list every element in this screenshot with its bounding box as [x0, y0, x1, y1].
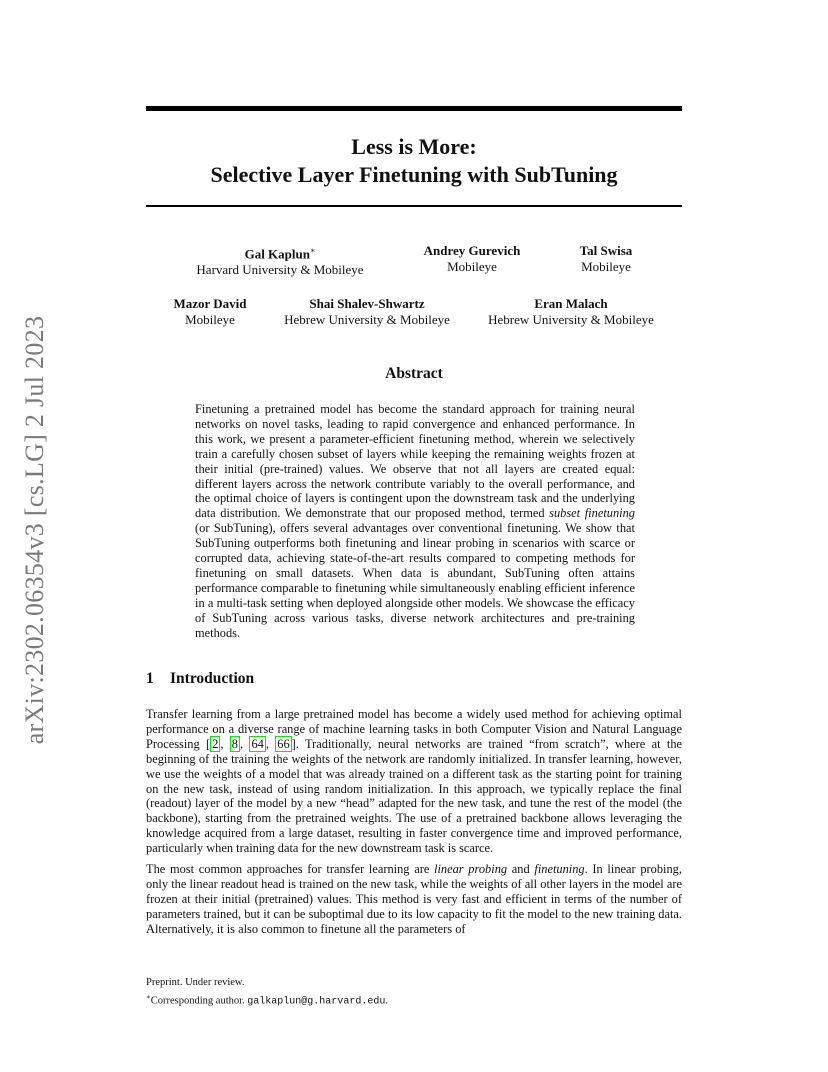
author-name: Andrey Gurevich	[423, 243, 521, 258]
paper-title	[146, 133, 682, 189]
author-affiliation: Hebrew University & Mobileye	[488, 312, 654, 327]
preprint-note: Preprint. Under review.	[146, 977, 245, 988]
paragraph: Transfer learning from a large pretrained model has become a widely used method for achieving optimal performance on a diverse range of machine learning tasks in both Computer Vision and Natural Language Processing [ 2 , 8 , 64 , 66 ]. Traditionally, neural networks are trained “from scratch”, where at the beginning of the training the weights of the network are randomly initialized. In transfer learning, however, we use the weights of a model that was already trained on a different task as the starting point for training on the new task, instead of using random initialization. In this approach, we typically replace the final (readout) layer of the model by a new “head” adapted for the new task, and tune the rest of the model (the backbone), starting from the pretrained weights. The use of a pretrained backbone allows leveraging the knowledge acquired from a large dataset, resulting in faster convergence time and improved performance, particularly when training data for the new downstream task is scarce.	[146, 707, 683, 856]
citation-link[interactable]: 8	[231, 736, 238, 751]
author-name: Gal Kaplun	[244, 246, 310, 262]
author-affiliation: Hebrew University & Mobileye	[284, 312, 450, 327]
author-affiliation: Mobileye	[447, 259, 497, 274]
author-block	[160, 296, 260, 328]
author-name: Tal Swisa	[579, 243, 633, 258]
author-block	[185, 243, 375, 278]
paragraph: The most common approaches for transfer learning are linear probing and finetuning. In linear probing, only the linear readout head is trained on the new task, while the weights of all other layers in the model are frozen at their initial (pretrained) values. This method is very fast and efficient in terms of the number of parameters trained, but it can be suboptimal due to its low capacity to fit the model to the new training data. Alternatively, it is also common to finetune all the parameters of	[146, 862, 682, 936]
author-affiliation: Mobileye	[185, 312, 235, 327]
footnotes	[146, 976, 682, 1010]
title-bottom-rule	[146, 205, 682, 207]
arxiv-identifier: arXiv:2302.06354v3 [cs.LG] 2 Jul 2023	[20, 315, 49, 745]
author-affiliation: Harvard University & Mobileye	[196, 262, 364, 278]
arxiv-sidebar-stamp	[14, 300, 56, 760]
author-block	[412, 243, 532, 275]
title-top-rule	[146, 106, 682, 111]
section-heading	[146, 670, 254, 688]
emphasized-term: subset finetuning	[549, 506, 635, 521]
title-line-2: Selective Layer Finetuning with SubTuning	[210, 162, 618, 187]
abstract-body: Finetuning a pretrained model has become the standard approach for training neural networks on novel tasks, leading to rapid convergence and enhanced performance. In this work, we present a parameter-efficient finetuning method, wherein we selectively train a carefully chosen subset of layers while keeping the remaining weights frozen at their initial (pre-trained) values. We observe that not all layers are created equal: different layers across the network contribute variably to the overall performance, and the optimal choice of layers is contingent upon the downstream task and the underlying data distribution. We demonstrate that our proposed method, termed subset finetuning (or SubTuning), offers several advantages over conventional finetuning. We show that SubTuning outperforms both finetuning and linear probing in scenarios with scarce or corrupted data, achieving state-of-the-art results compared to competing methods for finetuning on small datasets. When data is abundant, SubTuning often attains performance comparable to finetuning while simultaneously enabling efficient inference in a multi-task setting when deployed alongside other models. We showcase the efficacy of SubTuning across various tasks, diverse network architectures and pre-training methods.	[195, 402, 635, 640]
author-name: Eran Malach	[534, 296, 608, 311]
author-block	[272, 296, 462, 328]
section-number: 1	[146, 670, 154, 687]
title-line-1: Less is More:	[351, 134, 477, 159]
section-title: Introduction	[170, 670, 255, 687]
corresponding-footnote: ∗Corresponding author. galkaplun@g.harvard.edu.	[146, 993, 388, 1008]
author-name: Mazor David	[173, 296, 247, 311]
author-block	[565, 243, 647, 275]
abstract-heading: Abstract	[385, 365, 443, 382]
introduction-body	[146, 707, 682, 943]
author-block	[476, 296, 666, 328]
corresponding-mark: ∗	[309, 246, 316, 255]
citation-link[interactable]: 66	[277, 736, 290, 751]
email-address[interactable]: galkaplun@g.harvard.edu	[247, 996, 386, 1008]
citation-link[interactable]: 64	[251, 736, 264, 751]
author-affiliation: Mobileye	[581, 259, 631, 274]
author-name: Shai Shalev-Shwartz	[309, 296, 425, 311]
citation-link[interactable]: 2	[212, 736, 219, 751]
